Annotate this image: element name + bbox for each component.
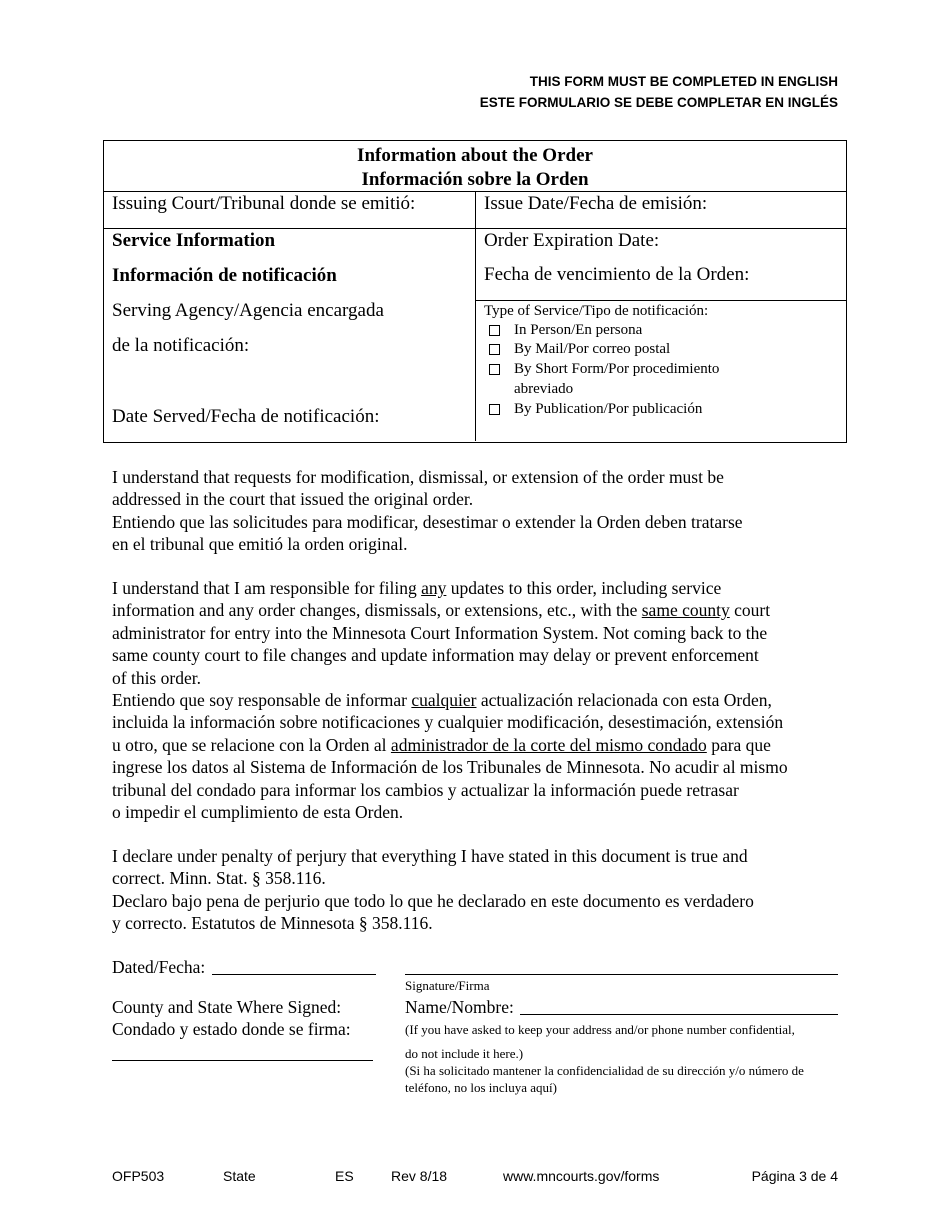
order-expiration-field-en[interactable]: Order Expiration Date: xyxy=(484,230,660,251)
type-of-service-label: Type of Service/Tipo de notificación: xyxy=(484,303,709,319)
option-short-form[interactable] xyxy=(514,360,719,379)
serving-agency-field[interactable]: Serving Agency/Agencia encargada xyxy=(112,300,384,321)
table-divider-row1 xyxy=(104,228,846,229)
text: updates to this order, including service xyxy=(446,578,722,598)
underlined-text: same county xyxy=(641,600,730,621)
checkbox-in-person[interactable] xyxy=(489,325,500,336)
text: u otro, que se relacione con la Orden al xyxy=(112,734,391,755)
paragraph-responsibility xyxy=(112,577,852,823)
text: I understand that I am responsible for filing xyxy=(112,578,422,598)
option-short-form-label: By Short Form/Por procedimiento xyxy=(514,361,720,377)
footer-form-number: OFP503 xyxy=(112,1168,165,1184)
footer-page-number: Página 3 de 4 xyxy=(751,1168,838,1184)
para2-line: incluida la información sobre notificaciones y cualquier modificación, desestimación, extensión xyxy=(112,712,784,733)
county-label-es: Condado y estado donde se firma: xyxy=(112,1019,351,1039)
checkbox-publication[interactable] xyxy=(489,404,500,415)
name-label: Name/Nombre: xyxy=(405,997,514,1017)
text: actualización relacionada con esta Orden, xyxy=(476,690,772,711)
option-by-mail[interactable] xyxy=(514,340,670,359)
para1-line: en el tribunal que emitió la orden original. xyxy=(112,534,408,555)
table-divider-vertical xyxy=(475,192,476,441)
signature-input-line[interactable] xyxy=(405,974,838,975)
option-short-form-cont: abreviado xyxy=(514,381,574,397)
text: information and any order changes, dismissals, or extensions, etc., with the xyxy=(112,600,642,621)
option-in-person[interactable] xyxy=(514,321,642,340)
table-title-en: Information about the Order xyxy=(357,145,593,166)
form-language-notice xyxy=(480,71,838,113)
serving-agency-field-cont: de la notificación: xyxy=(112,335,250,356)
para3-line: Declaro bajo pena de perjurio que todo lo que he declarado en este documento es verdadero xyxy=(112,890,754,911)
paragraph-perjury xyxy=(112,845,852,935)
notice-spanish: ESTE FORMULARIO SE DEBE COMPLETAR EN INGLÉS xyxy=(479,95,838,110)
para2-line: ingrese los datos al Sistema de Información de los Tribunales de Minnesota. No acudir al mismo xyxy=(112,757,788,778)
checkbox-by-mail[interactable] xyxy=(489,344,500,355)
service-info-heading-en: Service Information xyxy=(112,230,276,251)
para2-line: tribunal del condado para informar los cambios y actualizar la información puede retrasar xyxy=(112,779,739,800)
para2-line: o impedir el cumplimiento de esta Orden. xyxy=(112,802,404,823)
text: para que xyxy=(706,734,771,755)
option-in-person-label: In Person/En persona xyxy=(514,322,643,338)
issue-date-field[interactable]: Issue Date/Fecha de emisión: xyxy=(484,193,708,214)
para2-line: of this order. xyxy=(112,667,201,688)
order-expiration-field-es: Fecha de vencimiento de la Orden: xyxy=(484,264,750,285)
para3-line: I declare under penalty of perjury that everything I have stated in this document is true and xyxy=(112,846,748,866)
dated-label: Dated/Fecha: xyxy=(112,957,206,977)
table-title-es: Información sobre la Orden xyxy=(361,169,589,190)
footer-url[interactable]: www.mncourts.gov/forms xyxy=(503,1168,660,1184)
table-title xyxy=(104,141,846,192)
option-by-mail-label: By Mail/Por correo postal xyxy=(514,341,671,357)
paragraph-modification xyxy=(112,466,852,556)
para2-line xyxy=(112,689,852,711)
date-served-field[interactable]: Date Served/Fecha de notificación: xyxy=(112,406,380,427)
footer-language: ES xyxy=(335,1168,354,1184)
footer-revision: Rev 8/18 xyxy=(391,1168,448,1184)
county-label-en: County and State Where Signed: xyxy=(112,997,342,1017)
confidential-note-en-1: (If you have asked to keep your address and/or phone number confidential, xyxy=(405,1022,795,1037)
underlined-text: cualquier xyxy=(411,690,477,711)
issuing-court-field[interactable]: Issuing Court/Tribunal donde se emitió: xyxy=(112,193,416,214)
text: court xyxy=(729,600,771,621)
para1-line: Entiendo que las solicitudes para modificar, desestimar o extender la Orden deben tratarse xyxy=(112,511,743,532)
para2-line xyxy=(112,577,852,599)
confidential-note-es-1: (Si ha solicitado mantener la confidencialidad de su dirección y/o número de xyxy=(405,1063,804,1078)
underlined-text: any xyxy=(421,578,447,598)
para2-line xyxy=(112,734,852,756)
signature-label: Signature/Firma xyxy=(405,978,490,993)
confidential-note-en-2: do not include it here.) xyxy=(405,1046,524,1061)
para3-line: correct. Minn. Stat. § 358.116. xyxy=(112,868,326,889)
para1-line: addressed in the court that issued the original order. xyxy=(112,489,474,510)
order-information-table xyxy=(103,140,847,443)
para3-line: y correcto. Estatutos de Minnesota § 358.116. xyxy=(112,913,433,934)
county-input-line[interactable] xyxy=(112,1060,373,1061)
option-publication[interactable] xyxy=(514,400,702,419)
notice-english: THIS FORM MUST BE COMPLETED IN ENGLISH xyxy=(529,74,838,89)
para2-line: administrator for entry into the Minnesota Court Information System. Not coming back to the xyxy=(112,622,768,643)
checkbox-short-form[interactable] xyxy=(489,364,500,375)
para2-line xyxy=(112,599,852,621)
para1-line: I understand that requests for modification, dismissal, or extension of the order must be xyxy=(112,467,724,487)
confidential-note-es-2: teléfono, no los incluya aquí) xyxy=(405,1080,557,1095)
option-publication-label: By Publication/Por publicación xyxy=(514,401,703,417)
underlined-text: administrador de la corte del mismo condado xyxy=(390,734,707,755)
dated-input-line[interactable] xyxy=(212,974,376,975)
table-divider-row2 xyxy=(475,300,846,301)
service-info-heading-es: Información de notificación xyxy=(112,265,337,286)
footer-state: State xyxy=(223,1168,256,1184)
text: Entiendo que soy responsable de informar xyxy=(112,690,412,711)
para2-line: same county court to file changes and update information may delay or prevent enforcement xyxy=(112,645,759,666)
name-input-line[interactable] xyxy=(520,1014,838,1015)
